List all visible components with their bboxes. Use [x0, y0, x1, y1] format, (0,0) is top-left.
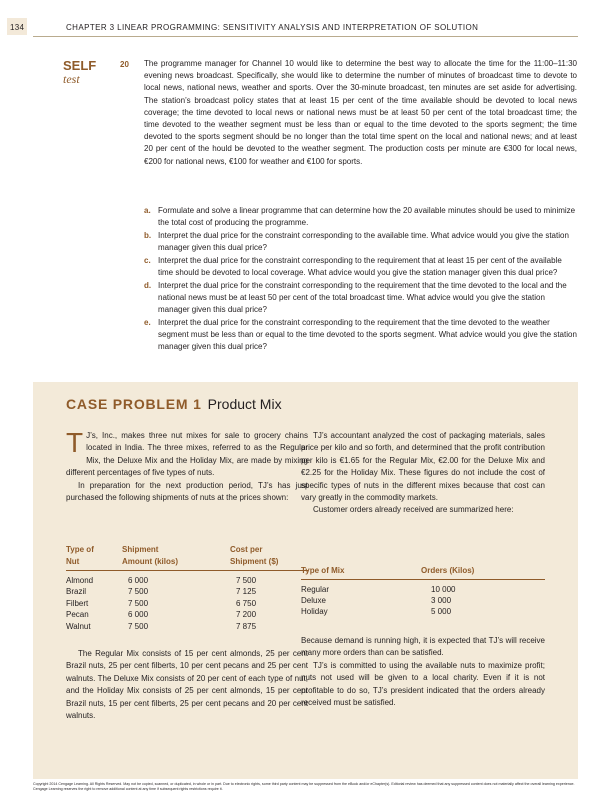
table-cell: 10 000	[431, 584, 456, 594]
table-cell: Brazil	[66, 587, 87, 597]
table-row	[66, 586, 308, 597]
table-cell: Regular	[301, 584, 330, 594]
self-test-sublabel: test	[63, 72, 80, 86]
column-header: Shipment Amount (kilos)	[122, 545, 178, 566]
page-number: 134	[10, 23, 25, 32]
table-cell: 6 000	[128, 610, 149, 620]
running-head: CHAPTER 3 LINEAR PROGRAMMING: SENSITIVITY ANALYSIS AND INTERPRETATION OF SOLUTION	[66, 23, 479, 32]
column-header: Cost per Shipment ($)	[230, 545, 279, 566]
part-text: Interpret the dual price for the constraint corresponding to the available time. What advice would you give the station manager given this dual price?	[158, 230, 569, 253]
part-text: Interpret the dual price for the constraint corresponding to the requirement that at least 15 per cent of the available time should be devoted to local coverage. What advice would you give the station manager given this dual price?	[158, 255, 562, 278]
case-problem-heading	[66, 396, 282, 412]
case-problem-box	[33, 382, 578, 779]
table-rule	[66, 570, 308, 571]
header-rule	[33, 36, 578, 37]
case-right-column-bottom	[301, 635, 545, 709]
part-letter: a.	[144, 206, 151, 215]
table-row	[301, 584, 545, 595]
table-cell: 6 750	[236, 598, 257, 608]
column-header: Type of Nut	[66, 545, 94, 566]
table-header-row	[301, 565, 545, 577]
part-letter: e.	[144, 317, 151, 327]
page-header	[0, 0, 600, 40]
column-header: Orders (Kilos)	[421, 566, 475, 575]
part-letter: d.	[144, 280, 152, 290]
table-cell: Deluxe	[301, 595, 326, 605]
table-cell: Pecan	[66, 610, 89, 620]
table-cell: 7 125	[236, 587, 257, 597]
case-left-column-top	[66, 427, 308, 504]
part-letter: c.	[144, 255, 151, 265]
orders-table	[301, 565, 545, 618]
case-paragraph: Because demand is running high, it is expected that TJ’s will receive many more orders than can be satisfied.	[301, 636, 545, 658]
table-rule	[301, 579, 545, 580]
table-cell: Walnut	[66, 621, 91, 631]
question-part	[144, 230, 577, 254]
case-paragraph: J’s, Inc., makes three nut mixes for sale to grocery chains located in India. The three mixes, referred to as the Regular Mix, the Deluxe Mix and the Holiday Mix, are made by mixing different percentages of five types of nuts.	[66, 431, 308, 478]
question-number: 20	[120, 60, 129, 69]
part-text: Interpret the dual price for the constraint corresponding to the requirement that the time devoted to the local and the national news must be at least 50 per cent of the total broadcast time. What advice would you give the station manager given this dual price?	[158, 280, 567, 315]
case-problem-title: Product Mix	[207, 396, 282, 412]
question-part	[144, 255, 577, 279]
table-cell: Filbert	[66, 598, 89, 608]
table-row	[66, 575, 308, 586]
table-row	[301, 595, 545, 606]
question-part	[144, 317, 577, 354]
table-cell: 5 000	[431, 607, 452, 617]
table-header-row	[66, 544, 308, 567]
part-text: Interpret the dual price for the constraint corresponding to the requirement that the time devoted to the weather segment must be less than or equal to the time devoted to the sports segment. What advice would you give the station manager given this dual price?	[158, 317, 577, 352]
case-paragraph: The Regular Mix consists of 15 per cent almonds, 25 per cent Brazil nuts, 25 per cent filberts, 10 per cent pecans and 25 per cent walnuts. The Deluxe Mix consists of 20 per cent of each type of nut, and the Holiday Mix consists of 25 per cent almonds, 15 per cent Brazil nuts, 15 per cent filberts, 25 per cent pecans and 20 per cent walnuts.	[66, 649, 308, 721]
table-cell: 3 000	[431, 595, 452, 605]
case-paragraph: In preparation for the next production period, TJ’s has just purchased the following shipments of nuts at the prices shown:	[66, 480, 308, 503]
nut-shipments-table	[66, 544, 308, 632]
part-letter: b.	[144, 230, 152, 240]
table-cell: Almond	[66, 576, 94, 585]
drop-cap: T	[66, 427, 84, 458]
case-paragraph: TJ’s is committed to using the available nuts to maximize profit; nuts not used will be given to a local charity. Even if it is not profitable to do so, TJ’s president indicated that the orders already received must be satisfied.	[301, 660, 545, 708]
table-cell: 7 500	[236, 576, 257, 585]
table-row	[301, 606, 545, 617]
table-cell: 7 200	[236, 610, 257, 620]
self-test-label: SELF	[63, 58, 97, 73]
case-paragraph: Customer orders already received are summarized here:	[313, 505, 514, 515]
table-cell: Holiday	[301, 607, 328, 617]
question-part	[144, 205, 577, 229]
case-problem-label: CASE PROBLEM 1	[66, 396, 202, 412]
table-row	[66, 621, 308, 632]
table-row	[66, 598, 308, 609]
column-header: Type of Mix	[301, 566, 345, 575]
table-cell: 7 500	[128, 621, 149, 631]
case-right-column-top	[301, 430, 545, 517]
part-text: Formulate and solve a linear programme that can determine how the 20 available minutes should be used to minimize the total cost of producing the programme.	[158, 206, 576, 228]
question-parts	[144, 205, 577, 354]
case-left-column-bottom	[66, 648, 308, 722]
copyright-footer: Copyright 2014 Cengage Learning. All Rights Reserved. May not be copied, scanned, or duplicated, in whole or in part. Due to electronic rights, some third party content may be suppressed from the eBook and/or eChapter(s). Editorial review has deemed that any suppressed content does not materially affect the overall learning experience. Cengage Learning reserves the right to remove additional content at any time if subsequent rights restrictions require it.	[33, 782, 575, 791]
table-cell: 7 500	[128, 598, 149, 608]
table-cell: 6 000	[128, 576, 149, 585]
question-text: The programme manager for Channel 10 would like to determine the best way to allocate the time for the 11:00–11:30 evening news broadcast. Specifically, she would like to determine the number of minutes of broadcast time to devote to local news, national news, weather and sports. Over the 30-minute broadcast, ten minutes are set aside for advertising. The station’s broadcast policy states that at least 15 per cent of the time available should be devoted to local news coverage; the time devoted to local news or national news must be at least 50 per cent of the total broadcast time; the time devoted to the weather segment must be less than or equal to the time devoted to the sports segment; the time devoted to the sports segment should be no longer than the total time spent on the local and national news; and at least 20 per cent of the hould be devoted to the weather segment. The production costs per minute are €300 for local news, €200 for national news, €100 for weather and €100 for sports.	[144, 59, 577, 166]
table-row	[66, 609, 308, 620]
table-cell: 7 875	[236, 621, 257, 631]
question-part	[144, 280, 577, 317]
table-cell: 7 500	[128, 587, 149, 597]
case-paragraph: TJ’s accountant analyzed the cost of packaging materials, sales price per kilo and so forth, and determined that the profit contribution per kilo is €1.65 for the Regular Mix, €2.00 for the Deluxe Mix and €2.25 for the Holiday Mix. These figures do not include the cost of specific types of nuts in the different mixes because that cost can vary greatly in the commodity markets.	[301, 431, 545, 503]
